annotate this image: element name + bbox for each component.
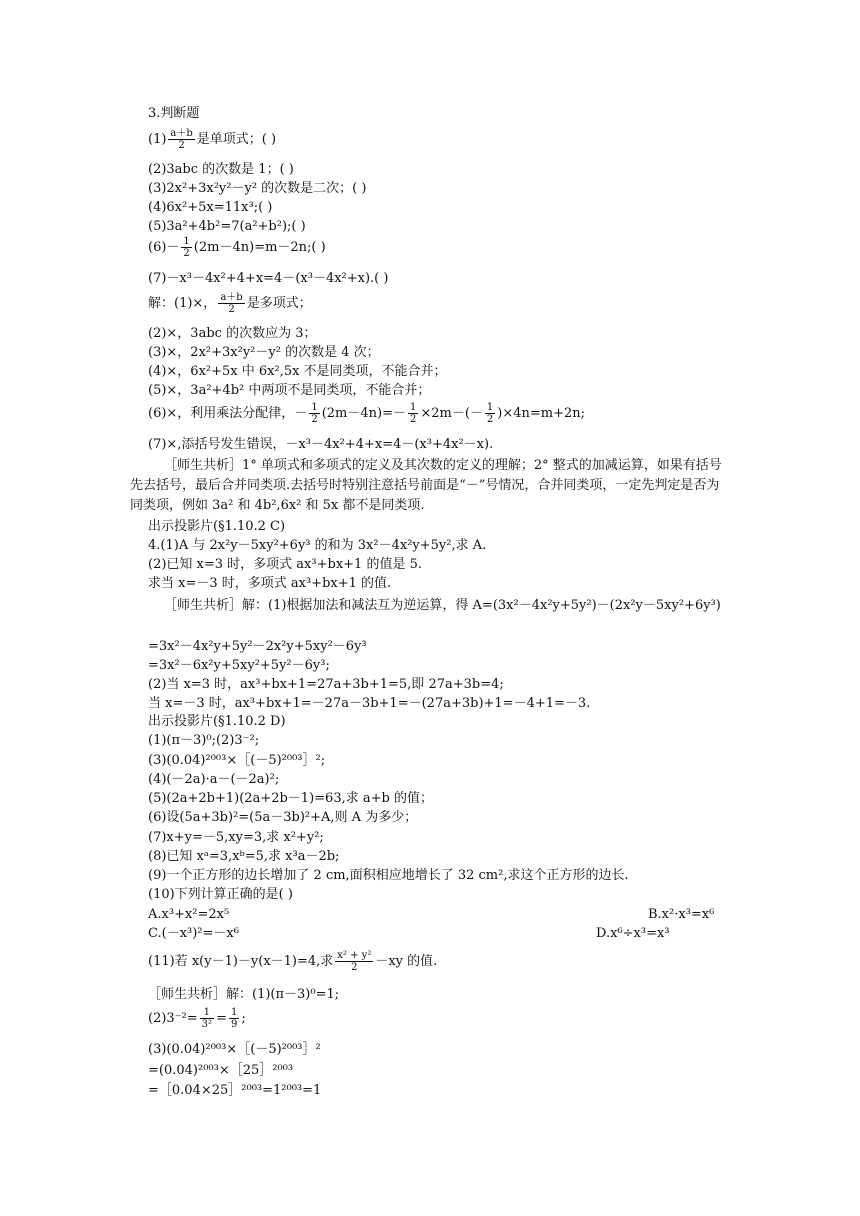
d-question-10: (10)下列计算正确的是( )	[148, 887, 293, 902]
solution-line-2: =3x²－6x²y+5xy²+5y²－6y³;	[148, 658, 330, 673]
fraction: $\frac{1}{2}$	[311, 402, 318, 425]
fraction: $\frac{1}{2}$	[486, 402, 494, 425]
fraction: $\frac{1}{2}$	[409, 402, 417, 425]
answer-2: (2)×，3abc 的次数应为 3；	[148, 326, 317, 341]
option-c: C.(－x³)²=－x⁶	[148, 926, 239, 941]
fraction: $\frac{1}{\text{3²}}$	[201, 1007, 213, 1030]
c-question-4-1: 4.(1)A 与 2x²y－5xy²+6y³ 的和为 3x²－4x²y+5y²,求 A.	[148, 538, 487, 553]
d-question-8: (8)已知 xᵃ=3,xᵇ=5,求 x³a－2b;	[148, 849, 340, 864]
d-question-1: (1)(π－3)⁰;(2)3⁻²;	[148, 733, 260, 748]
solution-line-4: 当 x=－3 时，ax³+bx+1=－27a－3b+1=－(27a+3b)+1=－4+1=－3.	[148, 696, 591, 711]
option-b: B.x²·x³=x⁶	[648, 907, 715, 922]
c-question-4-2: (2)已知 x=3 时，多项式 ax³+bx+1 的值是 5.	[148, 557, 422, 572]
section-title: 3.判断题	[148, 106, 200, 121]
c-question-4-3: 求当 x=－3 时，多项式 ax³+bx+1 的值.	[148, 576, 392, 591]
d-question-6: (6)设(5a+3b)²=(5a－3b)²+A,则 A 为多少；	[148, 810, 418, 825]
d-question-5: (5)(2a+2b+1)(2a+2b－1)=63,求 a+b 的值；	[148, 791, 433, 806]
question-3: (3)2x²+3x²y²－y² 的次数是二次；( )	[148, 181, 367, 196]
projection-d: 出示投影片(§1.10.2 D)	[148, 714, 286, 729]
fraction: $\frac{1}{2}$	[183, 236, 190, 259]
solution-3-line-2: (2)3⁻²= $\frac{1}{\text{3²}}$ = $\frac{1}{9}$ ;	[148, 1007, 246, 1030]
answer-1: 解：(1)×， $\frac{a+b}{2}$ 是多项式；	[148, 292, 312, 315]
summary-paragraph-1: ［师生共析］1° 单项式和多项式的定义及其次数的定义的理解；2° 整式的加减运算，如果有括号先去括号，最后合并同类项.去括号时特别注意括号前面是“－”号情况，合并同类项，一定先判定是否为同类项，例如 3a² 和 4b²,6x² 和 5x 都不是同类项.	[130, 458, 722, 513]
answer-3: (3)×，2x²+3x²y²－y² 的次数是 4 次；	[148, 345, 380, 360]
projection-c: 出示投影片(§1.10.2 C)	[148, 519, 286, 534]
solution-3-line-3: (3)(0.04)²⁰⁰³×［(－5)²⁰⁰³］²	[148, 1042, 321, 1057]
answer-5: (5)×，3a²+4b² 中两项不是同类项，不能合并；	[148, 383, 431, 398]
question-4: (4)6x²+5x=11x³;( )	[148, 200, 273, 215]
fraction: $\frac{\text{x² + y²}}{2}$	[337, 950, 372, 973]
option-d: D.x⁶÷x³=x³	[596, 926, 670, 941]
solution-3-line-1: ［师生共析］解：(1)(π－3)⁰=1;	[148, 987, 340, 1002]
d-question-9: (9)一个正方形的边长增加了 2 cm,面积相应地增长了 32 cm²,求这个正方形的边长.	[148, 868, 629, 883]
question-5: (5)3a²+4b²=7(a²+b²);( )	[148, 219, 306, 234]
solution-3-line-5: =［0.04×25］²⁰⁰³=1²⁰⁰³=1	[148, 1083, 322, 1098]
answer-4: (4)×，6x²+5x 中 6x²,5x 不是同类项，不能合并；	[148, 364, 447, 379]
answer-7: (7)×,添括号发生错误，－x³－4x²+4+x=4－(x³+4x²－x).	[148, 437, 494, 452]
fraction: $\frac{1}{9}$	[230, 1007, 238, 1030]
fraction: $\frac{a+b}{2}$	[220, 292, 243, 315]
d-question-4: (4)(－2a)·a－(－2a)²;	[148, 772, 280, 787]
option-a: A.x³+x²=2x⁵	[148, 907, 230, 922]
d-question-11: (11)若 x(y－1)－y(x－1)=4,求 $\frac{\text{x² + y²}}{2}$ －xy 的值.	[148, 950, 438, 973]
answer-6: (6)×，利用乘法分配律，－ $\frac{1}{2}$ (2m－4n)=－ $\frac{1}{2}$ ×2m－(－ $\frac{1}{2}$ )×4n=m+2n;	[148, 402, 586, 425]
solution-line-1: =3x²－4x²y+5y²－2x²y+5xy²－6y³	[148, 639, 367, 654]
fraction: $\frac{a+b}{2}$	[170, 128, 193, 151]
d-question-7: (7)x+y=－5,xy=3,求 x²+y²;	[148, 830, 324, 845]
solution-line-3: (2)当 x=3 时，ax³+bx+1=27a+3b+1=5,即 27a+3b=4;	[148, 677, 504, 692]
d-question-3: (3)(0.04)²⁰⁰³×［(－5)²⁰⁰³］²;	[148, 753, 326, 768]
question-6: (6)－ $\frac{1}{2}$ (2m－4n)=m－2n;( )	[148, 236, 326, 259]
summary-paragraph-2: ［师生共析］解：(1)根据加法和减法互为逆运算，得 A=(3x²－4x²y+5y²)－(2x²y－5xy²+6y³)	[164, 598, 721, 613]
question-7: (7)－x³－4x²+4+x=4－(x³－4x²+x).( )	[148, 271, 389, 286]
question-2: (2)3abc 的次数是 1；( )	[148, 162, 294, 177]
solution-3-line-4: =(0.04)²⁰⁰³×［25］²⁰⁰³	[148, 1063, 294, 1078]
question-1: (1) $\frac{a+b}{2}$ 是单项式；( )	[148, 128, 277, 151]
